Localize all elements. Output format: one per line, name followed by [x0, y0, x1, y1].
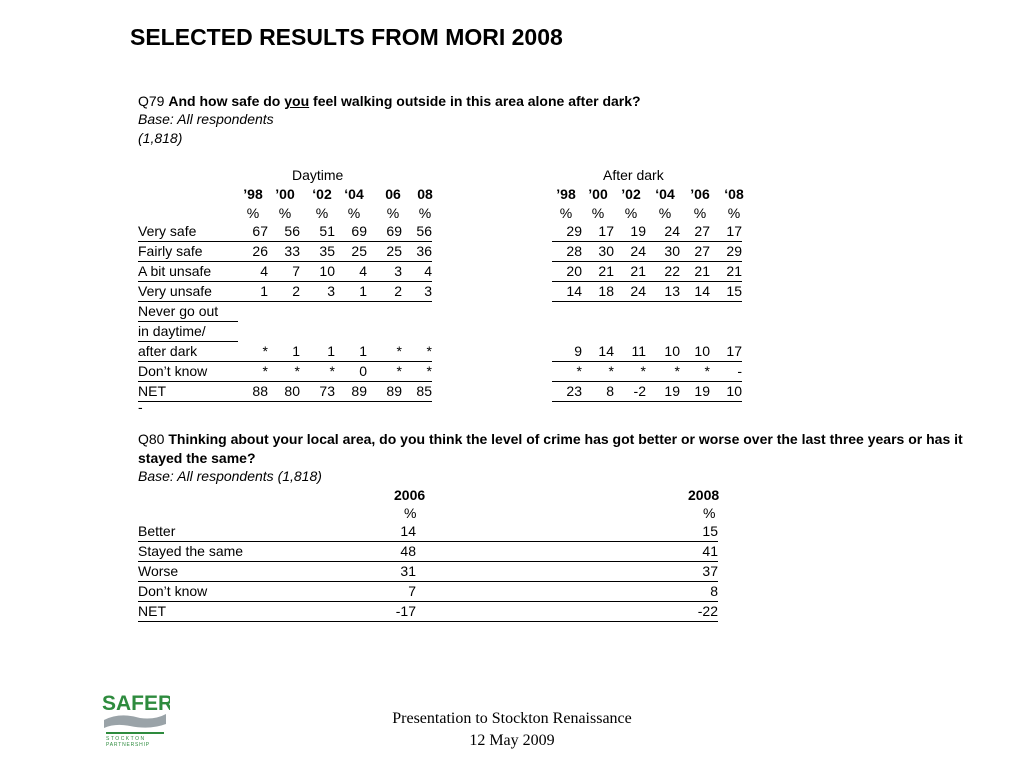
q79-daytime-cell: * [402, 362, 432, 382]
daytime-year-header: ‘04 [344, 186, 364, 202]
q79-row [138, 322, 742, 342]
q79-daytime-cell: 4 [238, 262, 268, 282]
q80-row-label: Better [138, 522, 278, 542]
q80-text: Thinking about your local area, do you think the level of crime has got better or worse over the last three years or has it stayed the same? [138, 431, 963, 466]
q79-daytime-cell [268, 322, 300, 342]
q79-number: Q79 [138, 93, 165, 109]
q79-afterdark-cell [646, 322, 680, 342]
q80-2006-cell: 7 [278, 582, 416, 602]
q79-daytime-cell: 51 [300, 222, 335, 242]
q80-question [138, 430, 968, 468]
q79-row-label: in daytime/ [138, 322, 238, 342]
q79-gap [432, 342, 552, 362]
dash-marker: - [138, 399, 143, 415]
q79-afterdark-cell: 24 [614, 242, 646, 262]
q79-gap [432, 282, 552, 302]
afterdark-year-header: ’06 [690, 186, 710, 202]
q79-daytime-cell: 33 [268, 242, 300, 262]
q79-daytime-cell: 4 [335, 262, 367, 282]
q79-daytime-cell: 3 [300, 282, 335, 302]
q79-daytime-cell [367, 302, 402, 322]
q79-afterdark-cell: 10 [646, 342, 680, 362]
logo-subtitle: STOCKTON [106, 736, 146, 742]
q79-daytime-cell: 3 [402, 282, 432, 302]
q79-daytime-cell: 1 [238, 282, 268, 302]
q79-question [138, 92, 641, 111]
q79-afterdark-cell: 24 [614, 282, 646, 302]
afterdark-pct-header: % [727, 205, 741, 221]
q79-afterdark-cell: 27 [680, 242, 710, 262]
afterdark-year-header: ‘04 [655, 186, 675, 202]
afterdark-year-header: ’00 [588, 186, 608, 202]
daytime-pct-header: % [315, 205, 329, 221]
q79-afterdark-cell [710, 302, 742, 322]
q80-row [138, 522, 718, 542]
q79-afterdark-cell: * [582, 362, 614, 382]
q79-gap [432, 302, 552, 322]
q79-daytime-cell: 69 [335, 222, 367, 242]
q79-row-label: A bit unsafe [138, 262, 238, 282]
q79-afterdark-cell [582, 322, 614, 342]
q80-base: Base: All respondents (1,818) [138, 468, 322, 484]
q79-afterdark-cell: 23 [552, 382, 582, 402]
afterdark-heading: After dark [603, 167, 664, 183]
q79-daytime-cell: 25 [335, 242, 367, 262]
q79-afterdark-cell: 10 [710, 382, 742, 402]
q79-text-before: And how safe do [168, 93, 281, 109]
q79-afterdark-cell: 21 [710, 262, 742, 282]
q79-daytime-cell: * [402, 342, 432, 362]
afterdark-pct-header: % [624, 205, 638, 221]
logo-rule [106, 732, 164, 734]
q79-gap [432, 382, 552, 402]
logo-subtitle-2: PARTNERSHIP [106, 742, 150, 746]
q79-afterdark-cell: 15 [710, 282, 742, 302]
q79-row-label: Fairly safe [138, 242, 238, 262]
q79-gap [432, 222, 552, 242]
q79-afterdark-cell: 30 [646, 242, 680, 262]
q79-daytime-cell: 56 [268, 222, 300, 242]
q79-row [138, 262, 742, 282]
daytime-pct-header: % [386, 205, 400, 221]
q79-afterdark-cell: 30 [582, 242, 614, 262]
q79-gap [432, 262, 552, 282]
q80-pct-2006: % [404, 505, 417, 521]
footer [362, 708, 662, 752]
q80-col-2006: 2006 [394, 487, 426, 503]
q79-row-label: Very safe [138, 222, 238, 242]
q79-afterdark-cell [552, 302, 582, 322]
q79-afterdark-cell: 19 [680, 382, 710, 402]
q79-daytime-cell: 1 [300, 342, 335, 362]
daytime-pct-header: % [278, 205, 292, 221]
q80-2006-cell: -17 [278, 602, 416, 622]
q79-afterdark-cell: 29 [552, 222, 582, 242]
q79-afterdark-cell: 27 [680, 222, 710, 242]
q79-base: Base: All respondents [138, 111, 274, 127]
q79-afterdark-cell: - [710, 362, 742, 382]
safer-stockton-logo [100, 690, 170, 746]
q79-afterdark-cell: 18 [582, 282, 614, 302]
q79-row [138, 342, 742, 362]
logo-hand-shape [104, 714, 166, 728]
afterdark-year-header: ’98 [556, 186, 576, 202]
q79-afterdark-cell [614, 322, 646, 342]
q79-daytime-cell: 88 [238, 382, 268, 402]
q79-daytime-cell [402, 322, 432, 342]
q79-daytime-cell: * [268, 362, 300, 382]
q79-daytime-cell: * [367, 342, 402, 362]
daytime-pct-header: % [418, 205, 432, 221]
q79-afterdark-cell [646, 302, 680, 322]
q80-row-label: Don’t know [138, 582, 278, 602]
q79-daytime-cell: 26 [238, 242, 268, 262]
q79-afterdark-cell: 9 [552, 342, 582, 362]
footer-line-1: Presentation to Stockton Renaissance [392, 710, 632, 727]
q79-daytime-cell: 67 [238, 222, 268, 242]
q79-afterdark-cell: 8 [582, 382, 614, 402]
q80-2008-cell: -22 [416, 602, 718, 622]
q79-daytime-cell: 0 [335, 362, 367, 382]
q79-row [138, 302, 742, 322]
q79-daytime-cell [335, 302, 367, 322]
q79-daytime-cell: 35 [300, 242, 335, 262]
daytime-pct-header: % [246, 205, 260, 221]
q79-daytime-cell: 3 [367, 262, 402, 282]
daytime-pct-header: % [347, 205, 361, 221]
q79-daytime-cell: 69 [367, 222, 402, 242]
q79-row-label: NET [138, 382, 238, 402]
q79-row [138, 362, 742, 382]
afterdark-pct-header: % [693, 205, 707, 221]
q79-afterdark-cell: 20 [552, 262, 582, 282]
q79-afterdark-cell: 17 [710, 222, 742, 242]
q79-daytime-cell [402, 302, 432, 322]
q79-daytime-cell [335, 322, 367, 342]
q79-daytime-cell: 36 [402, 242, 432, 262]
q80-row [138, 602, 718, 622]
q79-afterdark-cell: 21 [582, 262, 614, 282]
q79-afterdark-cell [710, 322, 742, 342]
q79-daytime-cell: 1 [335, 342, 367, 362]
q79-afterdark-cell: 17 [582, 222, 614, 242]
daytime-year-header: 08 [417, 186, 433, 202]
q79-afterdark-cell: 10 [680, 342, 710, 362]
q79-afterdark-cell: 19 [646, 382, 680, 402]
q79-afterdark-cell: 14 [552, 282, 582, 302]
q79-daytime-cell: 89 [335, 382, 367, 402]
q79-row-label: after dark [138, 342, 238, 362]
q79-text-after: feel walking outside in this area alone after dark? [313, 93, 641, 109]
q79-daytime-cell: 1 [335, 282, 367, 302]
q80-2006-cell: 14 [278, 522, 416, 542]
q79-daytime-cell [238, 302, 268, 322]
q79-daytime-cell: 80 [268, 382, 300, 402]
q79-afterdark-cell: * [614, 362, 646, 382]
q80-row [138, 562, 718, 582]
afterdark-pct-header: % [559, 205, 573, 221]
afterdark-year-header: ‘08 [724, 186, 744, 202]
q79-daytime-cell: 73 [300, 382, 335, 402]
q79-afterdark-cell [614, 302, 646, 322]
q79-daytime-cell: 56 [402, 222, 432, 242]
footer-line-2: 12 May 2009 [469, 732, 555, 749]
daytime-year-header: ’98 [243, 186, 263, 202]
q79-afterdark-cell: 28 [552, 242, 582, 262]
q80-2008-cell: 8 [416, 582, 718, 602]
q80-2008-cell: 37 [416, 562, 718, 582]
q79-row-label: Don’t know [138, 362, 238, 382]
q79-base-count: (1,818) [138, 130, 183, 146]
q79-daytime-cell: * [300, 362, 335, 382]
q79-daytime-cell: 2 [268, 282, 300, 302]
q79-table [138, 222, 742, 402]
q79-daytime-cell [300, 302, 335, 322]
q79-afterdark-cell: 11 [614, 342, 646, 362]
q80-row [138, 542, 718, 562]
q80-2006-cell: 31 [278, 562, 416, 582]
q79-row-label: Very unsafe [138, 282, 238, 302]
q80-row-label: Worse [138, 562, 278, 582]
q79-afterdark-cell: * [646, 362, 680, 382]
q80-row-label: NET [138, 602, 278, 622]
q79-daytime-cell [238, 322, 268, 342]
q80-2008-cell: 15 [416, 522, 718, 542]
q79-afterdark-cell: 22 [646, 262, 680, 282]
q79-daytime-cell: 2 [367, 282, 402, 302]
daytime-year-header: 06 [385, 186, 401, 202]
q79-gap [432, 322, 552, 342]
q80-2008-cell: 41 [416, 542, 718, 562]
q79-afterdark-cell [680, 302, 710, 322]
q79-daytime-cell: 89 [367, 382, 402, 402]
q79-afterdark-cell [680, 322, 710, 342]
q79-gap [432, 362, 552, 382]
q79-afterdark-cell: 13 [646, 282, 680, 302]
q79-row [138, 242, 742, 262]
q79-afterdark-cell: 29 [710, 242, 742, 262]
q79-afterdark-cell: 21 [680, 262, 710, 282]
q79-afterdark-cell: 21 [614, 262, 646, 282]
q79-afterdark-cell [552, 322, 582, 342]
logo-wordmark: SAFER [102, 692, 170, 715]
q79-row [138, 282, 742, 302]
q79-daytime-cell [367, 322, 402, 342]
afterdark-year-header: ’02 [621, 186, 641, 202]
q79-afterdark-cell [582, 302, 614, 322]
daytime-heading: Daytime [292, 167, 344, 183]
q79-afterdark-cell: -2 [614, 382, 646, 402]
q79-row [138, 382, 742, 402]
q79-daytime-cell: 1 [268, 342, 300, 362]
q79-daytime-cell: * [238, 342, 268, 362]
q80-2006-cell: 48 [278, 542, 416, 562]
q79-daytime-cell: 10 [300, 262, 335, 282]
q79-daytime-cell: 85 [402, 382, 432, 402]
q79-afterdark-cell: * [552, 362, 582, 382]
q79-afterdark-cell: 17 [710, 342, 742, 362]
daytime-year-header: ’00 [275, 186, 295, 202]
q79-row-label: Never go out [138, 302, 238, 322]
q80-col-2008: 2008 [688, 487, 720, 503]
page-title: SELECTED RESULTS FROM MORI 2008 [130, 24, 563, 50]
q79-afterdark-cell: 24 [646, 222, 680, 242]
q79-daytime-cell: * [238, 362, 268, 382]
q80-row-label: Stayed the same [138, 542, 278, 562]
q79-text-emphasis: you [284, 93, 310, 109]
q79-daytime-cell [300, 322, 335, 342]
afterdark-pct-header: % [591, 205, 605, 221]
q79-afterdark-cell: 14 [680, 282, 710, 302]
q79-afterdark-cell: * [680, 362, 710, 382]
q79-daytime-cell [268, 302, 300, 322]
q79-daytime-cell: 7 [268, 262, 300, 282]
q79-daytime-cell: * [367, 362, 402, 382]
q80-table [138, 522, 718, 622]
q79-daytime-cell: 25 [367, 242, 402, 262]
q79-afterdark-cell: 14 [582, 342, 614, 362]
q79-daytime-cell: 4 [402, 262, 432, 282]
q80-number: Q80 [138, 431, 165, 447]
q79-row [138, 222, 742, 242]
q80-pct-2008: % [703, 505, 716, 521]
q79-gap [432, 242, 552, 262]
q79-afterdark-cell: 19 [614, 222, 646, 242]
daytime-year-header: ‘02 [312, 186, 332, 202]
q80-row [138, 582, 718, 602]
afterdark-pct-header: % [658, 205, 672, 221]
